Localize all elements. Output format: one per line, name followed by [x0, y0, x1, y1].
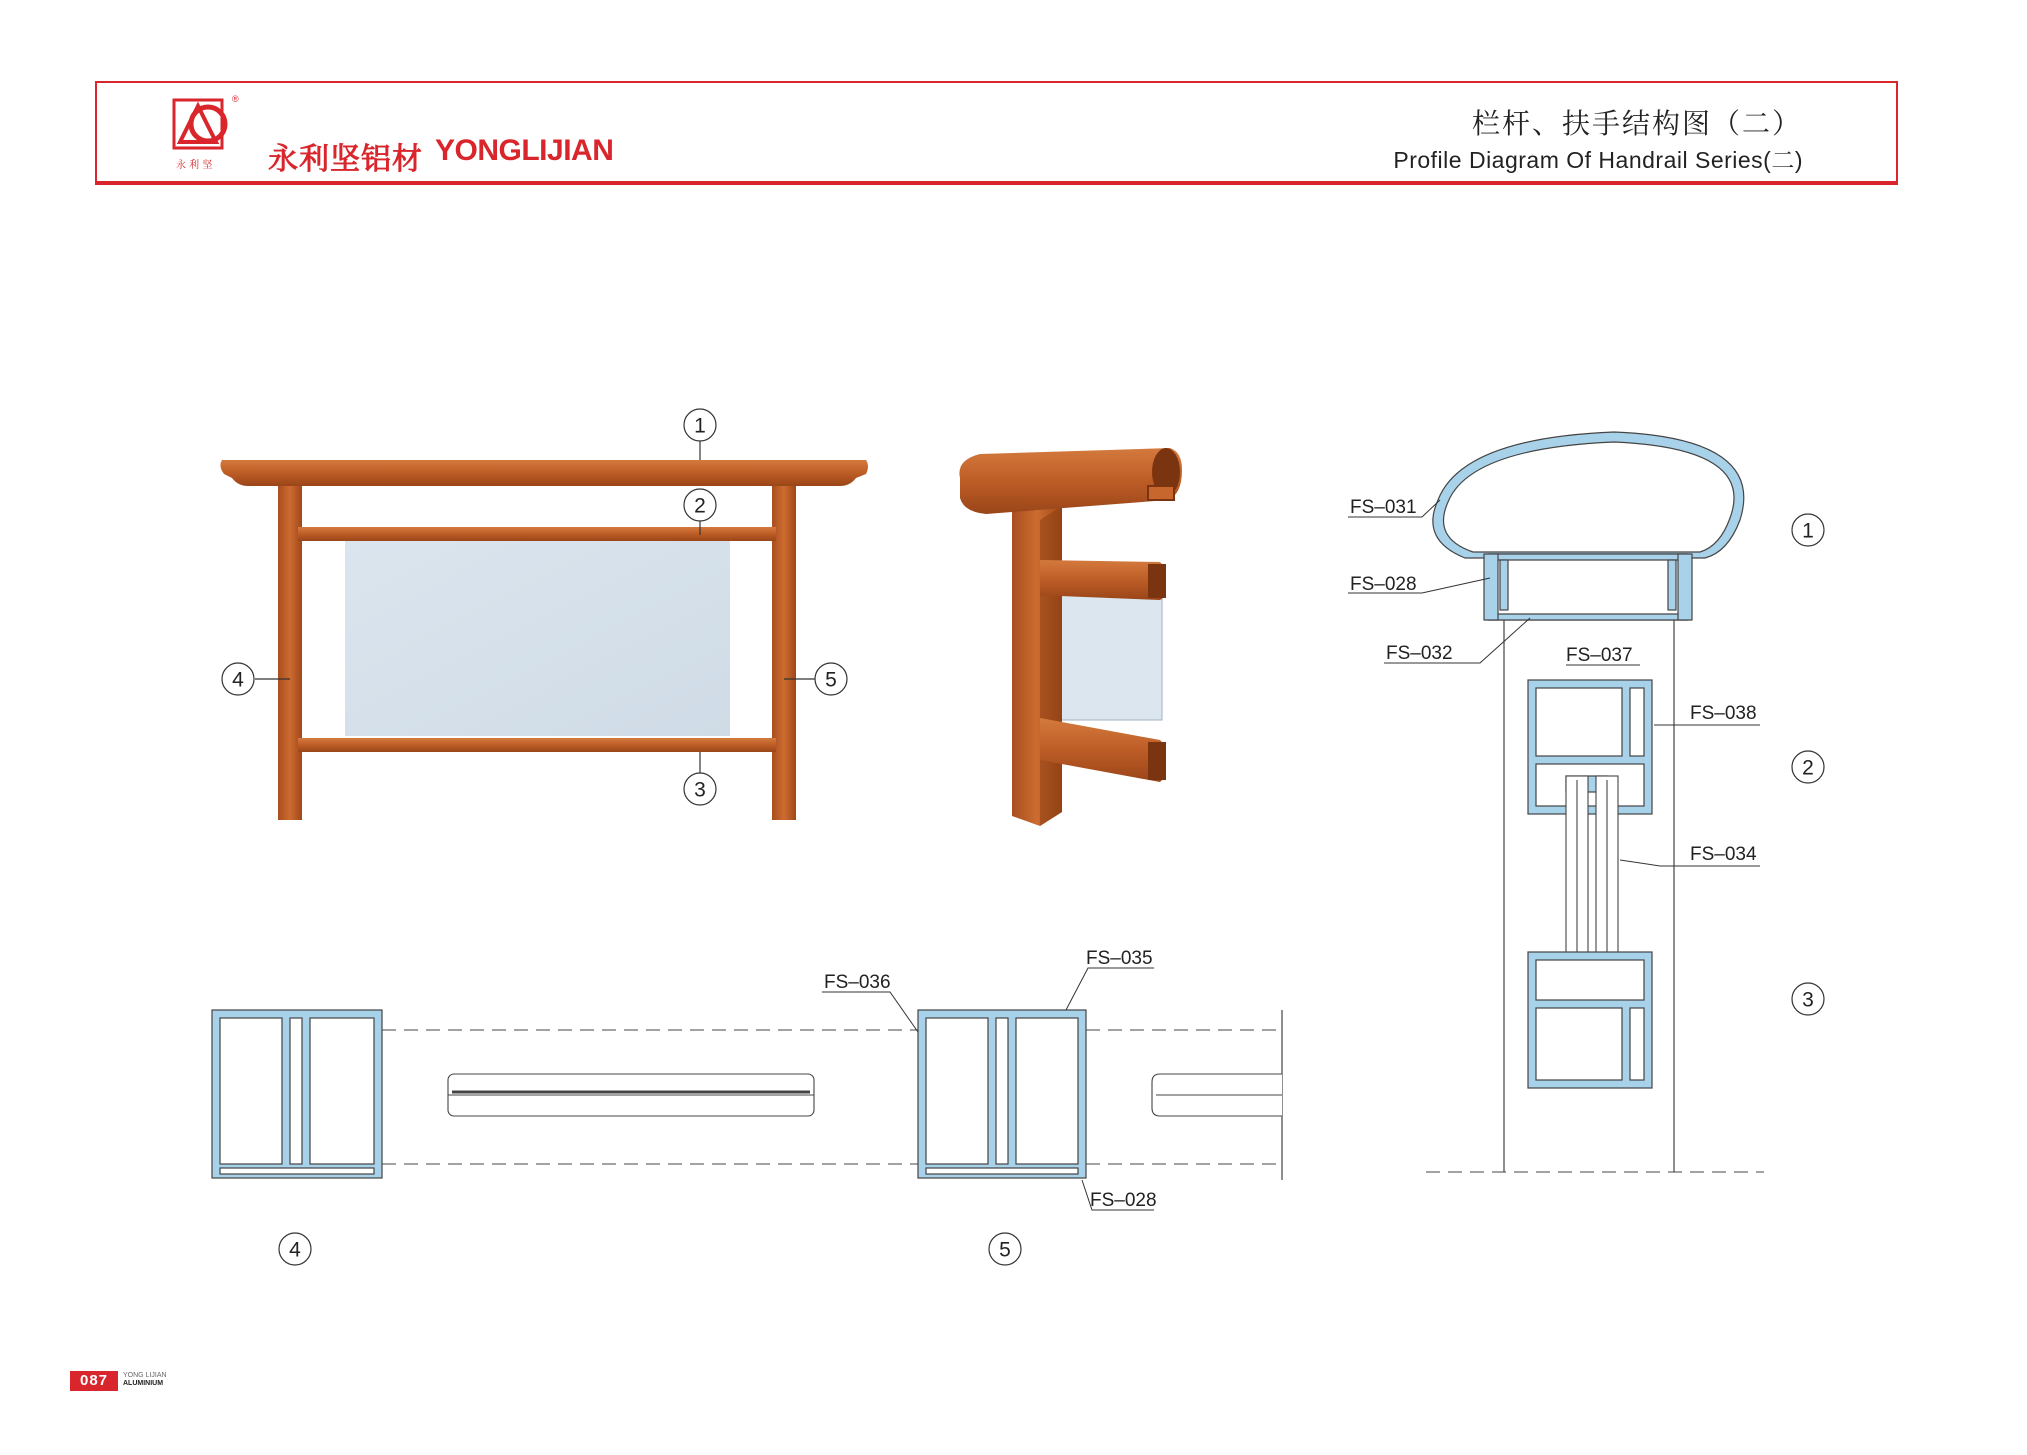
label-fs036: FS–036 [824, 972, 891, 993]
section-lower-rail [1528, 952, 1652, 1088]
profile-fs032 [1488, 554, 1688, 620]
perspective-detail-view [959, 448, 1182, 826]
upper-rail [298, 527, 776, 541]
detail-upper-rail [1040, 560, 1166, 600]
page-number: 087 [70, 1371, 118, 1391]
detail-glass [1060, 590, 1162, 720]
plan-glass-strips [448, 1074, 1282, 1116]
label-fs037: FS–037 [1566, 645, 1633, 666]
callout-4: 4 [232, 668, 244, 692]
glass-panel [345, 540, 730, 736]
label-fs035: FS–035 [1086, 948, 1153, 969]
front-railing-view [220, 460, 868, 820]
label-fs028-top: FS–028 [1350, 574, 1417, 595]
brand-name-en: YONGLIJIAN [435, 134, 614, 167]
svg-text:®: ® [232, 94, 239, 104]
page-title-cn: 栏杆、扶手结构图（二） [1471, 107, 1802, 140]
footer-brand-line1: YONG LIJIAN [123, 1372, 167, 1379]
section-label-1: 1 [1802, 519, 1814, 543]
label-fs028-bottom: FS–028 [1090, 1190, 1157, 1211]
footer-brand-line2: ALUMINIUM [123, 1380, 164, 1387]
section-label-5: 5 [999, 1238, 1011, 1262]
lower-rail [298, 738, 776, 752]
section-upper-rail [1528, 680, 1652, 814]
section-label-3: 3 [1802, 988, 1814, 1012]
label-fs032: FS–032 [1386, 643, 1453, 664]
footer-brand [123, 1372, 167, 1388]
callout-2: 2 [694, 494, 706, 518]
label-fs031: FS–031 [1350, 497, 1417, 518]
top-handrail [220, 460, 868, 486]
plan-section-right [918, 1010, 1086, 1178]
callout-1: 1 [694, 414, 706, 438]
callout-5: 5 [825, 668, 837, 692]
svg-text:永 利 坚: 永 利 坚 [176, 160, 213, 171]
label-fs038: FS–038 [1690, 703, 1757, 724]
brand-name-cn: 永利坚铝材 [268, 142, 423, 177]
plan-section-left [212, 1010, 382, 1178]
section-label-2: 2 [1802, 756, 1814, 780]
detail-handrail [959, 448, 1182, 514]
section-label-4: 4 [289, 1238, 301, 1262]
label-fs034: FS–034 [1690, 844, 1757, 865]
page-title-en: Profile Diagram Of Handrail Series(二) [1393, 147, 1803, 173]
callout-3: 3 [694, 778, 706, 802]
